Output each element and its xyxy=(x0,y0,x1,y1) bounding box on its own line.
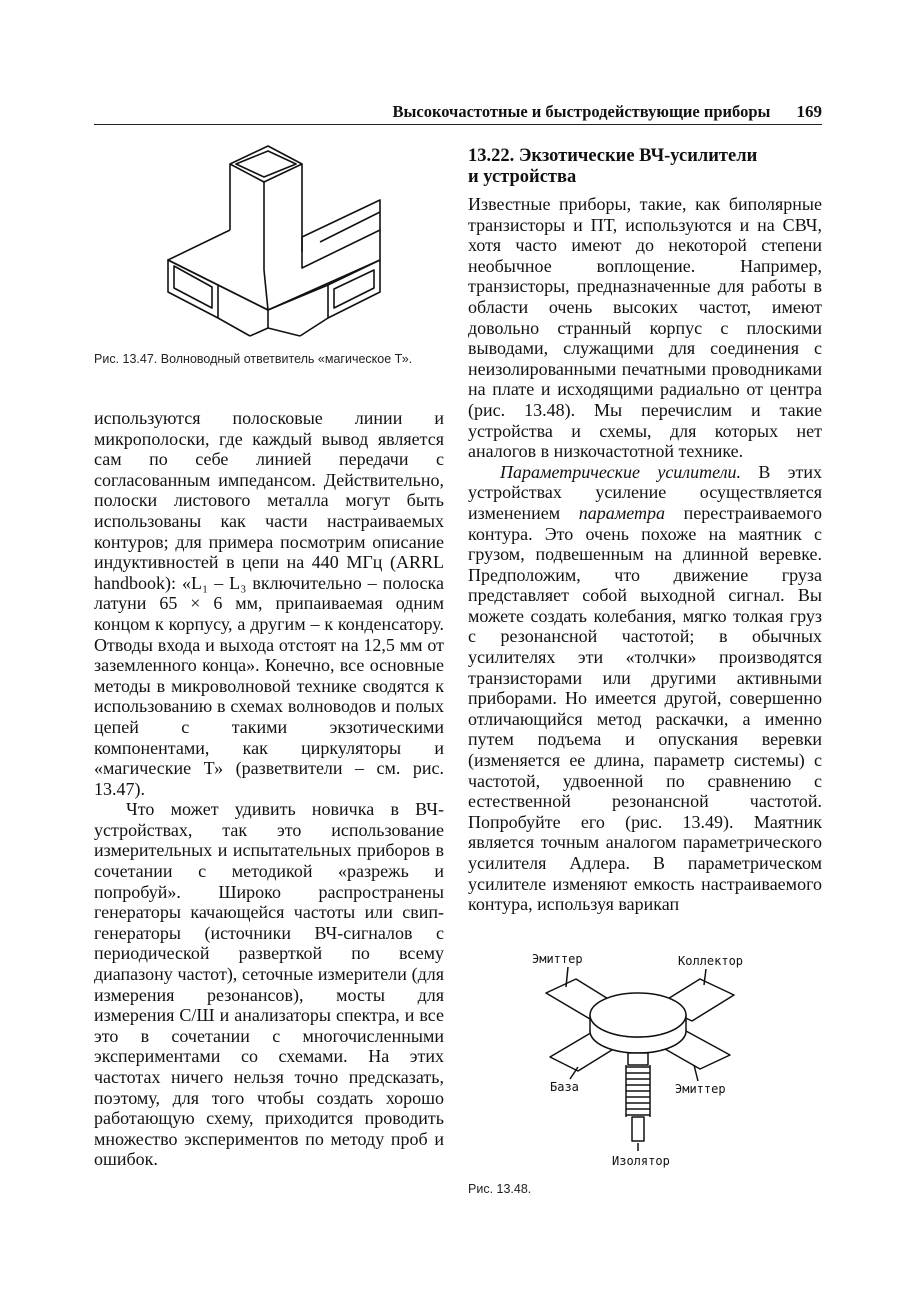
section-title-line-1: 13.22. Экзотические ВЧ-усилители xyxy=(468,146,758,166)
right-paragraph-1: Известные приборы, такие, как биполярные транзисторы и ПТ, используются и на СВЧ, хотя часто имеют до некоторой степени необычное воплощение. Например, транзисторы, предназначенные для работы в области очень высоких частот, имеют довольно странный корпус с плоскими выводами, служащими для соединения с неизолированными печатными проводниками на плате и исходящими радиально от центра (рис. 13.48). Мы перечислим и такие устройства и схемы, для которых нет аналогов в низкочастотной технике. xyxy=(468,194,822,462)
left-paragraph-2: Что может удивить новичка в ВЧ-устройствах, так это использование измерительных и испытательных приборов в сочетании с методикой «разрежь и попробуй». Широко распространены генераторы качающейся частоты или свип-генераторы (источники ВЧ-сигналов с периодической разверткой по всему диапазону частот), сеточные измерители (для измерения резонансов), мосты для измерения С/Ш и анализаторы спектра, и все это в сочетании с многочисленными экспериментами со схемами. На этих частотах ничего нельзя точно предсказать, поэтому, для того чтобы создать хорошо работающую схему, приходится проводить множество экспериментов по методу проб и ошибок. xyxy=(94,799,444,1170)
paragraph-lead: Параметрические усилители. xyxy=(500,461,742,482)
figure-transistor-package xyxy=(520,945,760,1170)
figure-magic-tee xyxy=(150,142,400,347)
figure-1-caption: Рис. 13.47. Волноводный ответвитель «магическое Т». xyxy=(94,352,413,366)
label-base: База xyxy=(550,1080,579,1094)
running-head xyxy=(94,102,822,125)
page-number: 169 xyxy=(796,102,822,121)
left-column xyxy=(94,408,444,1170)
label-emitter-top: Эмиттер xyxy=(532,952,583,966)
emphasis-parameter: параметра xyxy=(578,502,666,523)
right-column xyxy=(468,194,822,915)
running-title: Высокочастотные и быстродействующие приборы xyxy=(392,102,771,121)
paragraph-text-a: В этих устройствах усиление осуществляется изменением xyxy=(468,461,822,523)
section-title-line-2: и устройства xyxy=(468,167,577,187)
label-collector: Коллектор xyxy=(678,954,744,968)
section-heading xyxy=(468,146,822,188)
paragraph-text-b: перестраиваемого контура. Это очень похоже на маятник с грузом, подвешенным на длинной веревке. Предположим, что движение груза представляет собой выходной сигнал. Вы можете создать колебания, мягко толкая груз с резонансной частотой; в обычных усилителях эти «толчки» производятся транзисторами или другими активными приборами. Но имеется другой, совершенно отличающийся метод раскачки, а именно путем подъема и опускания веревки (изменяется ее длина, параметр системы) с частотой, удвоенной по сравнению с естественной резонансной частотой. Попробуйте его (рис. 13.49). Маятник является точным аналогом параметрического усилителя Адлера. В параметрическом усилителе изменяют емкость настраиваемого контура, используя варикап xyxy=(468,502,822,915)
figure-2-caption: Рис. 13.48. xyxy=(468,1182,532,1196)
label-emitter-bottom: Эмиттер xyxy=(675,1082,726,1096)
package-cap xyxy=(590,993,686,1037)
label-insulator: Изолятор xyxy=(612,1154,670,1168)
right-paragraph-2 xyxy=(468,462,822,915)
left-paragraph-1: используются полосковые линии и микрополоски, где каждый вывод является сам по себе линией передачи с согласованным импедансом. Действительно, полоски листового металла могут быть использованы как части настраиваемых контуров; для примера посмотрим описание индуктивностей в цепи на 440 МГц (ARRL handbook): «L₁ – L₃ включительно – полоска латуни 65 × 6 мм, припаиваемая одним концом к корпусу, а другим – к конденсатору. Отводы входа и выхода отстоят на 12,5 мм от заземленного конца». Конечно, все основные методы в микроволновой технике сводятся к использованию в схемах волноводов и полых цепей с такими экзотическими компонентами, как циркуляторы и «магические Т» (разветвители – см. рис. 13.47). xyxy=(94,408,444,799)
